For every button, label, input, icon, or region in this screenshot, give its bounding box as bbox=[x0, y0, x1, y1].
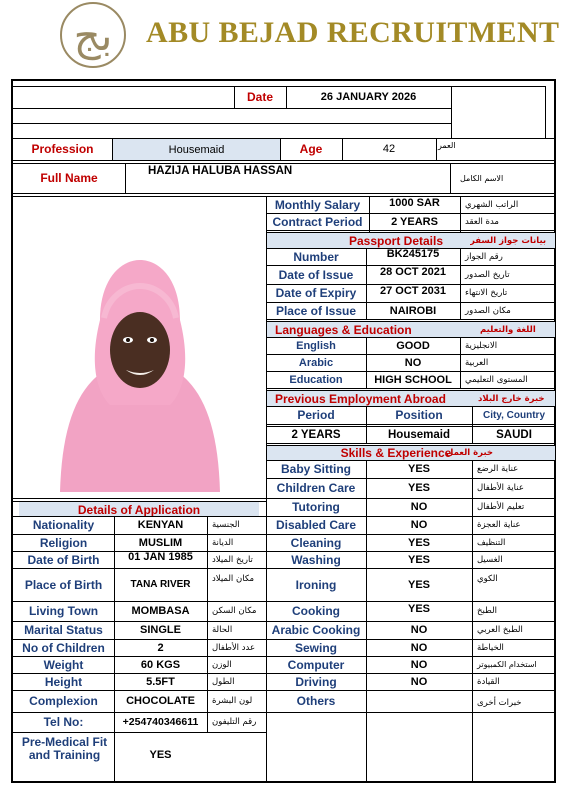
full-name-arabic-label: الاسم الكامل bbox=[460, 173, 504, 183]
skill-cleaning-value: YES bbox=[407, 536, 430, 549]
date-of-birth-label: Date of Birth bbox=[27, 552, 100, 567]
profession-value: Housemaid bbox=[113, 139, 280, 160]
skill-cooking-label: Cooking bbox=[292, 604, 340, 618]
skill-ironing-label: Ironing bbox=[295, 577, 337, 592]
weight-arabic-label: الوزن bbox=[212, 659, 232, 670]
arabic-arabic-label: العربية bbox=[465, 357, 489, 368]
date-of-birth-arabic-label: تاريخ الميلاد bbox=[212, 554, 253, 565]
languages-section-arabic-title: اللغة والتعليم bbox=[480, 324, 536, 335]
previous-employment-arabic-title: خبرة خارج البلاد bbox=[478, 393, 545, 404]
marital-status-label: Marital Status bbox=[24, 623, 103, 637]
age-label: Age bbox=[299, 142, 323, 156]
skill-computer-value: NO bbox=[410, 658, 428, 671]
calligraphy-logo-icon: ﺑﺞ bbox=[73, 11, 113, 60]
languages-section-title-text: Languages & Education bbox=[275, 322, 412, 337]
pre-medical-label: Pre-Medical Fit and Training bbox=[21, 735, 108, 762]
skill-disabled-care-value: NO bbox=[410, 519, 428, 531]
skill-cleaning-label: Cleaning bbox=[290, 535, 342, 550]
education-label: Education bbox=[289, 373, 343, 386]
skill-tutoring-value: NO bbox=[410, 501, 428, 513]
children-count-value: 2 bbox=[157, 641, 164, 654]
religion-label: Religion bbox=[39, 535, 88, 550]
full-name-value: HAZIJA HALUBA HASSAN bbox=[148, 165, 293, 177]
date-value: 26 JANUARY 2026 bbox=[320, 91, 417, 103]
nationality-value: KENYAN bbox=[137, 519, 184, 531]
passport-section-title-text: Passport Details bbox=[348, 233, 444, 248]
skills-section-arabic-title: خبرة العمل bbox=[446, 448, 494, 458]
skill-disabled-care-label: Disabled Care bbox=[275, 518, 357, 532]
children-count-arabic-label: عدد الأطفال bbox=[212, 642, 256, 653]
tel-label: Tel No: bbox=[43, 715, 84, 729]
nationality-label: Nationality bbox=[32, 518, 95, 532]
skill-cooking-value: YES bbox=[407, 603, 430, 615]
skill-sewing-label: Sewing bbox=[294, 640, 337, 655]
passport-number-label: Number bbox=[293, 249, 339, 264]
previous-country-value: SAUDI bbox=[496, 428, 532, 441]
previous-period-header: Period bbox=[297, 408, 335, 422]
skills-section-title bbox=[267, 446, 555, 460]
skill-baby-sitting-label: Baby Sitting bbox=[280, 462, 351, 476]
nationality-arabic-label: الجنسية bbox=[212, 520, 240, 530]
skill-baby-sitting-value: YES bbox=[407, 463, 430, 475]
english-arabic-label: الانجليزية bbox=[465, 340, 498, 351]
pre-medical-value: YES bbox=[149, 749, 172, 761]
company-name: ABU BEJAD RECRUITMENT bbox=[146, 16, 560, 49]
monthly-salary-value: 1000 SAR bbox=[389, 197, 440, 209]
passport-number-value: BK245175 bbox=[386, 248, 440, 260]
full-name-label: Full Name bbox=[40, 171, 98, 185]
skill-ironing-value: YES bbox=[407, 578, 430, 591]
applicant-photo bbox=[20, 200, 260, 492]
skill-sewing-value: NO bbox=[410, 641, 428, 654]
skill-children-care-value: YES bbox=[407, 482, 430, 494]
passport-issue-date-label: Date of Issue bbox=[278, 267, 354, 282]
marital-status-arabic-label: الحالة bbox=[212, 625, 233, 635]
height-arabic-label: الطول bbox=[212, 676, 235, 687]
skill-arabic-cooking-arabic-label: الطبخ العربي bbox=[477, 625, 523, 635]
arabic-value: NO bbox=[404, 356, 422, 369]
passport-section-arabic-title: بيانات جواز السفر bbox=[470, 235, 547, 246]
skill-driving-label: Driving bbox=[295, 674, 337, 689]
skill-arabic-cooking-value: NO bbox=[410, 624, 428, 636]
skill-others-arabic-label: خبرات أخرى bbox=[477, 698, 522, 708]
skills-section-title-text: Skills & Experience bbox=[340, 446, 452, 460]
height-label: Height bbox=[44, 674, 83, 689]
arabic-label: Arabic bbox=[298, 356, 334, 369]
passport-issue-date-arabic-label: تاريخ الصدور bbox=[465, 269, 510, 280]
skill-cleaning-arabic-label: التنظيف bbox=[477, 537, 506, 548]
weight-value: 60 KGS bbox=[140, 658, 181, 671]
skill-tutoring-arabic-label: تعليم الأطفال bbox=[477, 502, 525, 512]
education-value: HIGH SCHOOL bbox=[374, 373, 452, 386]
skill-computer-arabic-label: استخدام الكمبيوتر bbox=[477, 660, 537, 669]
place-of-birth-value: TANA RIVER bbox=[130, 579, 191, 590]
complexion-value: CHOCOLATE bbox=[126, 695, 195, 707]
english-value: GOOD bbox=[396, 339, 430, 352]
skill-children-care-arabic-label: عناية الأطفال bbox=[477, 483, 524, 493]
weight-label: Weight bbox=[43, 657, 84, 672]
contract-period-value: 2 YEARS bbox=[391, 215, 438, 228]
religion-value: MUSLIM bbox=[138, 536, 183, 549]
english-label: English bbox=[296, 339, 336, 352]
religion-arabic-label: الديانة bbox=[212, 537, 234, 548]
skill-cooking-arabic-label: الطبخ bbox=[477, 606, 497, 616]
previous-position-header: Position bbox=[395, 408, 443, 422]
passport-expiry-date-value: 27 OCT 2031 bbox=[379, 284, 447, 297]
place-of-birth-arabic-label: مكان الميلاد bbox=[212, 574, 255, 584]
tel-value: +254740346611 bbox=[122, 716, 199, 728]
skill-driving-value: NO bbox=[410, 675, 428, 688]
age-value: 42 bbox=[382, 143, 396, 155]
height-value: 5.5FT bbox=[146, 675, 175, 688]
age-arabic-label: العمر bbox=[438, 140, 456, 150]
profession-label: Profession bbox=[31, 142, 94, 156]
previous-position-value: Housemaid bbox=[388, 428, 450, 441]
passport-place-label: Place of Issue bbox=[275, 303, 357, 318]
living-town-arabic-label: مكان السكن bbox=[212, 606, 257, 616]
passport-expiry-date-label: Date of Expiry bbox=[275, 286, 357, 300]
monthly-salary-label: Monthly Salary bbox=[274, 197, 361, 212]
date-of-birth-value: 01 JAN 1985 bbox=[128, 551, 193, 563]
tel-arabic-label: رقم التليفون bbox=[212, 717, 257, 727]
skill-computer-label: Computer bbox=[287, 657, 345, 672]
passport-place-value: NAIROBI bbox=[389, 304, 437, 317]
skill-tutoring-label: Tutoring bbox=[292, 500, 340, 514]
skill-baby-sitting-arabic-label: عناية الرضع bbox=[477, 464, 519, 474]
contract-period-label: Contract Period bbox=[272, 214, 363, 229]
previous-country-header: City, Country bbox=[482, 409, 546, 421]
skill-children-care-label: Children Care bbox=[276, 481, 356, 495]
skill-arabic-cooking-label: Arabic Cooking bbox=[271, 623, 361, 637]
skill-disabled-care-arabic-label: عناية العجزة bbox=[477, 520, 521, 530]
education-arabic-label: المستوى التعليمي bbox=[465, 374, 528, 385]
living-town-value: MOMBASA bbox=[131, 605, 190, 617]
previous-employment-title-text: Previous Employment Abroad bbox=[275, 391, 446, 406]
marital-status-value: SINGLE bbox=[140, 624, 181, 636]
passport-expiry-date-arabic-label: تاريخ الانتهاء bbox=[465, 288, 508, 298]
passport-issue-date-value: 28 OCT 2021 bbox=[379, 266, 447, 278]
previous-period-value: 2 YEARS bbox=[291, 428, 341, 441]
company-logo bbox=[60, 2, 126, 68]
details-section-title: Details of Application bbox=[19, 502, 259, 517]
passport-number-arabic-label: رقم الجواز bbox=[465, 251, 503, 262]
skill-washing-value: YES bbox=[407, 553, 430, 566]
skill-washing-arabic-label: الغسيل bbox=[477, 554, 503, 565]
skill-washing-label: Washing bbox=[291, 552, 341, 567]
children-count-label: No of Children bbox=[22, 640, 105, 655]
contract-period-arabic-label: مدة العقد bbox=[465, 216, 499, 227]
complexion-label: Complexion bbox=[29, 694, 98, 708]
complexion-arabic-label: لون البشرة bbox=[212, 696, 253, 706]
living-town-label: Living Town bbox=[28, 604, 99, 618]
skill-others-value bbox=[366, 690, 472, 712]
monthly-salary-arabic-label: الراتب الشهري bbox=[465, 199, 519, 210]
skill-others-label: Others bbox=[296, 694, 336, 708]
skill-sewing-arabic-label: الخياطة bbox=[477, 642, 504, 653]
skill-ironing-arabic-label: الكوي bbox=[477, 574, 498, 584]
passport-place-arabic-label: مكان الصدور bbox=[465, 305, 511, 316]
skill-driving-arabic-label: القيادة bbox=[477, 676, 500, 687]
date-label: Date bbox=[246, 90, 273, 104]
place-of-birth-label: Place of Birth bbox=[24, 577, 103, 592]
